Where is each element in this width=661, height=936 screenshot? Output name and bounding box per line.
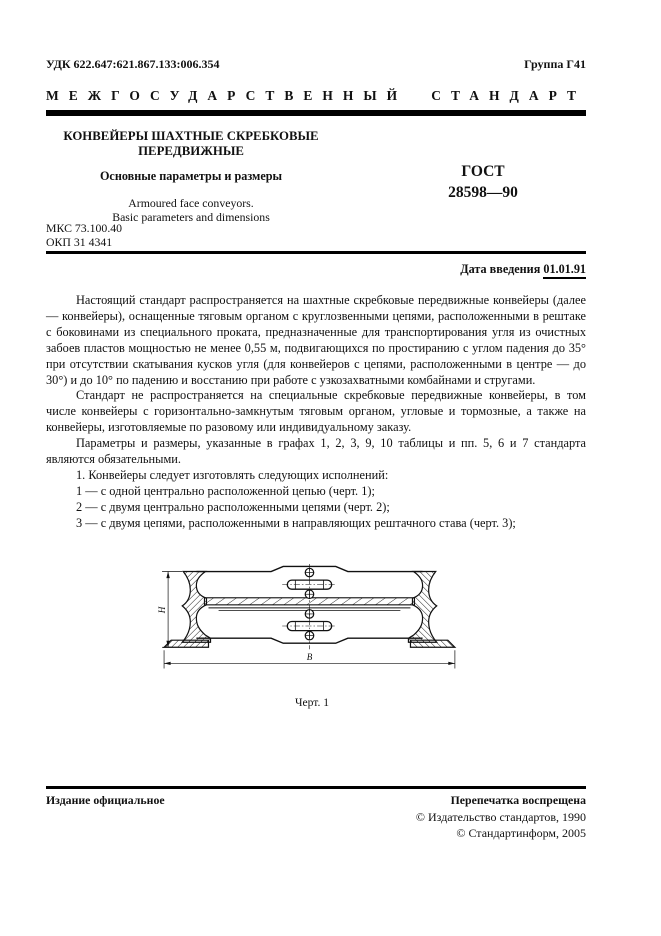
udk-number: УДК 622.647:621.867.133:006.354	[46, 57, 220, 71]
reprint-notice: Перепечатка воспрещена	[450, 793, 586, 807]
copyright-block	[46, 810, 586, 841]
right-sigma-profile	[408, 572, 454, 648]
footer-row	[46, 793, 586, 808]
horizontal-rule-top	[46, 251, 586, 254]
figure-1-drawing	[158, 564, 466, 676]
title-ru-line1: КОНВЕЙЕРЫ ШАХТНЫЕ СКРЕБКОВЫЕ	[63, 129, 319, 143]
copyright-line: © Стандартинформ, 2005	[456, 825, 586, 840]
okp-code: ОКП 31 4341	[46, 234, 113, 249]
paragraph: Стандарт не распространяется на специальные скребковые передвижные конвейеры, в том числе конвейеры с горизонтально-замкнутым тяговым органом, угловые и тормозные, а также на конвейеры, изготовляемые по разовому или индивидуальному заказу.	[46, 388, 586, 435]
list-intro: 1. Конвейеры следует изготовлять следующих исполнений:	[76, 467, 389, 482]
date-value: 01.01.91	[543, 262, 586, 279]
official-edition-label: Издание официальное	[46, 793, 165, 807]
gost-number: 28598—90	[448, 183, 518, 201]
gost-label: ГОСТ	[461, 163, 505, 180]
height-dimension-label: Н	[158, 606, 168, 614]
group-label: Группа Г41	[524, 57, 586, 71]
paragraph: Настоящий стандарт распространяется на шахтные скребковые передвижные конвейеры (далее — конвейеры), оснащенные тяговым органом с круглозвенными цепями, расположенными в рештаке с боковинами из специального проката, предназначенные для транспортирования угля из очистных забоев пластов мощностью не менее 0,55 м, подвигающихся по простиранию с углом падения до 35° при отсутствии скатывания кусков угля (для конвейеров с цепями, расположенными в центре — до 30°) и до 10° по падению и восстанию при работе с узкозахватными комбайнами и стругами.	[46, 293, 586, 387]
header-classification-row	[46, 57, 586, 72]
list-item: 2 — с двумя центрально расположенными цепями (черт. 2);	[76, 499, 390, 514]
list-item: 1 — с одной центрально расположенной цепью (черт. 1);	[76, 483, 375, 498]
body-text	[46, 293, 586, 532]
standard-subtitle-ru: Основные параметры и размеры	[99, 169, 283, 184]
width-dimension-label: В	[306, 651, 313, 662]
title-en-line2: Basic parameters and dimensions	[112, 209, 270, 224]
introduction-date-row	[46, 262, 586, 277]
title-block	[46, 127, 586, 227]
title-ru-line2: ПЕРЕДВИЖНЫЕ	[138, 144, 244, 159]
figure-caption: Черт. 1	[294, 696, 330, 709]
standard-title-ru	[46, 129, 336, 159]
list-item: 3 — с двумя цепями, расположенными в направляющих рештачного става (черт. 3);	[76, 515, 516, 530]
date-label: Дата введения	[460, 262, 541, 276]
title-left-column	[46, 129, 336, 224]
conveyor-cross-section-figure	[158, 564, 466, 676]
classification-codes	[46, 222, 586, 249]
gost-designation	[418, 162, 548, 204]
left-sigma-profile	[164, 572, 210, 648]
mks-code: МКС 73.100.40	[46, 221, 123, 235]
horizontal-rule-footer	[46, 786, 586, 789]
heading-divider-bar	[46, 110, 586, 116]
paragraph: Параметры и размеры, указанные в графах 1, 2, 3, 9, 10 таблицы и пп. 5, 6 и 7 стандарта являются обязательными.	[46, 436, 586, 467]
standard-type-heading: МЕЖГОСУДАРСТВЕННЫЙ СТАНДАРТ	[46, 88, 586, 103]
copyright-line: © Издательство стандартов, 1990	[415, 810, 586, 824]
title-en-line1: Armoured face conveyors.	[128, 196, 254, 211]
